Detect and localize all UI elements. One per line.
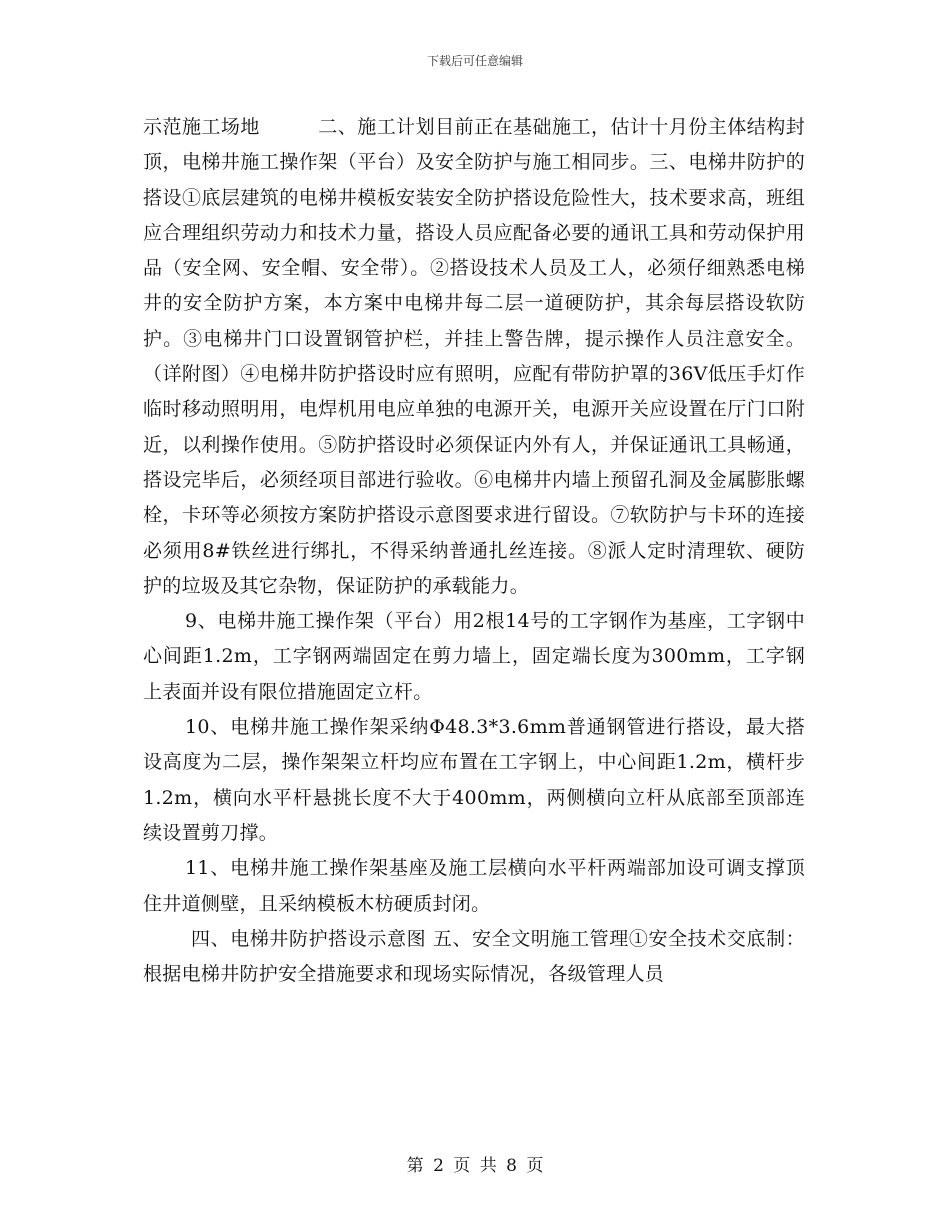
paragraph-item-10: 10、电梯井施工操作架采纳Φ48.3*3.6mm普通钢管进行搭设，最大搭设高度为二层，操作架架立杆均应布置在工字钢上，中心间距1.2m，横杆步1.2m，横向水平杆悬挑长度不大于400mm，两侧横向立杆从底部至顶部连续设置剪刀撑。 xyxy=(143,716,805,844)
document-body xyxy=(143,110,805,992)
paragraph-section-two-three: 示范施工场地 二、施工计划目前正在基础施工，估计十月份主体结构封顶，电梯井施工操作架（平台）及安全防护与施工相同步。三、电梯井防护的搭设①底层建筑的电梯井模板安装安全防护搭设危险性大，技术要求高，班组应合理组织劳动力和技术力量，搭设人员应配备必要的通讯工具和劳动保护用品（安全网、安全帽、安全带）。②搭设技术人员及工人，必须仔细熟悉电梯井的安全防护方案，本方案中电梯井每二层一道硬防护，其余每层搭设软防护。③电梯井门口设置钢管护栏，并挂上警告牌，提示操作人员注意安全。（详附图）④电梯井防护搭设时应有照明，应配有带防护罩的36V低压手灯作临时移动照明用，电焊机用电应单独的电源开关，电源开关应设置在厅门口附近，以利操作使用。⑤防护搭设时必须保证内外有人，并保证通讯工具畅通，搭设完毕后，必须经项目部进行验收。⑥电梯井内墙上预留孔洞及金属膨胀螺栓，卡环等必须按方案防护搭设示意图要求进行留设。⑦软防护与卡环的连接必须用8#铁丝进行绑扎，不得采纳普通扎丝连接。⑧派人定时清理软、硬防护的垃圾及其它杂物，保证防护的承载能力。 xyxy=(143,116,805,597)
paragraph-section-four-five: 四、电梯井防护搭设示意图 五、安全文明施工管理①安全技术交底制：根据电梯井防护安全措施要求和现场实际情况，各级管理人员 xyxy=(143,927,805,986)
page-number: 第 2 页 共 8 页 xyxy=(406,1156,544,1176)
paragraph-item-11: 11、电梯井施工操作架基座及施工层横向水平杆两端部加设可调支撑顶住井道侧壁，且采纳模板木枋硬质封闭。 xyxy=(143,857,805,915)
page-header-note: 下载后可任意编辑 xyxy=(426,54,523,68)
paragraph-item-9: 9、电梯井施工操作架（平台）用2根14号的工字钢作为基座，工字钢中心间距1.2m，工字钢两端固定在剪力墙上，固定端长度为300mm，工字钢上表面并设有限位措施固定立杆。 xyxy=(143,610,805,703)
